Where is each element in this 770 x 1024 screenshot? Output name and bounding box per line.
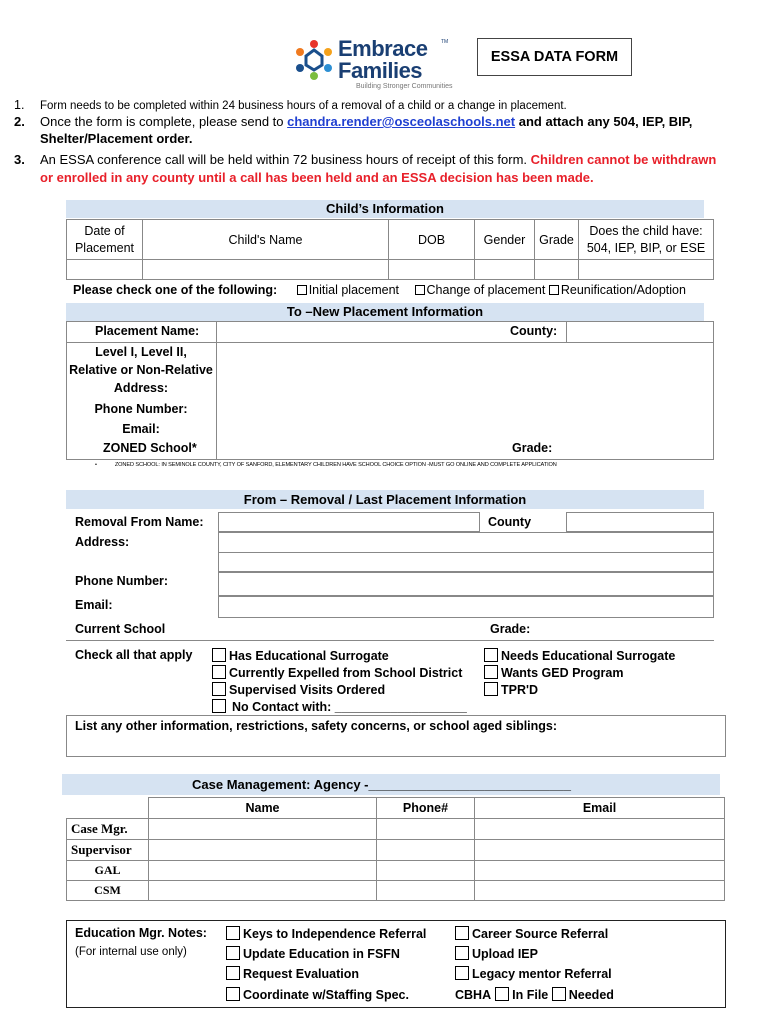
instruction-1	[14, 98, 754, 112]
row-csm: CSM	[67, 881, 149, 901]
needed-label: Needed	[568, 988, 614, 1002]
zoned-school-label: ZONED School*	[103, 441, 197, 455]
case-mgmt-table	[66, 797, 725, 901]
checkbox-icon[interactable]	[297, 285, 307, 295]
supervised-visits-option[interactable]	[212, 682, 385, 697]
removal-email-label: Email:	[75, 598, 113, 612]
new-grade-field[interactable]	[560, 440, 710, 458]
supervisor-email-field[interactable]	[475, 840, 725, 861]
legacy-mentor-label: Legacy mentor Referral	[472, 967, 612, 981]
footnote-bullet: •	[95, 462, 97, 468]
checkbox-icon[interactable]	[484, 665, 498, 679]
col-phone: Phone#	[377, 798, 475, 819]
new-county-label: County:	[510, 324, 558, 338]
checkbox-icon[interactable]	[212, 648, 226, 662]
instruction-3-text: An ESSA conference call will be held within 72 business hours of receipt of this form.	[40, 152, 531, 167]
new-address-label: Address:	[113, 381, 169, 395]
checkbox-icon[interactable]	[455, 926, 469, 940]
has-surrogate-option[interactable]	[212, 648, 389, 663]
legacy-mentor-option[interactable]	[455, 966, 612, 981]
checkbox-icon[interactable]	[484, 682, 498, 696]
change-of-placement-option[interactable]	[415, 283, 546, 297]
new-placement-header: To –New Placement Information	[66, 303, 704, 321]
request-eval-option[interactable]	[226, 966, 359, 981]
expelled-label: Currently Expelled from School District	[229, 666, 463, 680]
gal-email-field[interactable]	[475, 861, 725, 881]
career-source-label: Career Source Referral	[472, 927, 609, 941]
placement-type-label: Please check one of the following:	[73, 283, 278, 297]
no-contact-option[interactable]	[212, 699, 467, 714]
removal-address-label: Address:	[75, 535, 130, 549]
gal-name-field[interactable]	[149, 861, 377, 881]
update-fsfn-label: Update Education in FSFN	[243, 947, 400, 961]
initial-placement-label: Initial placement	[308, 283, 400, 297]
supervisor-name-field[interactable]	[149, 840, 377, 861]
dob-field[interactable]	[389, 260, 475, 280]
placement-name-field[interactable]	[218, 322, 498, 341]
in-file-label: In File	[512, 988, 549, 1002]
checkbox-icon[interactable]	[226, 926, 240, 940]
tprd-option[interactable]	[484, 682, 538, 697]
new-phone-label: Phone Number:	[94, 402, 188, 416]
footnote-text: ZONED SCHOOL: IN SEMINOLE COUNTY, CITY OF SANFORD, ELEMENTARY CHILDREN HAVE SCHOOL CHOICE OPTION -MUST GO ONLINE AND COMPLETE APPLICATION	[114, 462, 557, 468]
col-childs-name: Child's Name	[143, 220, 389, 260]
col-grade: Grade	[535, 220, 579, 260]
case-mgr-name-field[interactable]	[149, 819, 377, 840]
logo-line1: Embrace	[338, 36, 428, 61]
new-phone-field[interactable]	[218, 400, 712, 418]
supervised-visits-label: Supervised Visits Ordered	[229, 683, 386, 697]
row-case-mgr: Case Mgr.	[67, 819, 149, 840]
current-school-label: Current School	[75, 622, 166, 636]
removal-county-label: County	[488, 515, 532, 529]
level-label-2: Relative or Non-Relative	[69, 363, 213, 377]
row-supervisor: Supervisor	[67, 840, 149, 861]
keys-referral-label: Keys to Independence Referral	[243, 927, 427, 941]
csm-email-field[interactable]	[475, 881, 725, 901]
new-county-field[interactable]	[568, 322, 712, 341]
needs-surrogate-label: Needs Educational Surrogate	[501, 649, 676, 663]
case-mgmt-header: Case Management: Agency -____________________________	[62, 774, 720, 795]
date-of-placement-field[interactable]	[67, 260, 143, 280]
request-eval-label: Request Evaluation	[243, 967, 359, 981]
checkbox-icon[interactable]	[549, 285, 559, 295]
removal-header: From – Removal / Last Placement Information	[66, 490, 704, 509]
instruction-3-number: 3.	[14, 152, 25, 167]
col-date-of-placement: Date of Placement	[67, 220, 143, 260]
instruction-1-text: Form needs to be completed within 24 business hours of a removal of a child or a change in placement.	[40, 100, 567, 112]
checkbox-icon[interactable]	[455, 946, 469, 960]
checkbox-icon[interactable]	[212, 665, 226, 679]
removal-name-label: Removal From Name:	[75, 515, 204, 529]
new-address-field[interactable]	[218, 344, 712, 398]
embrace-families-logo-icon	[292, 38, 336, 82]
removal-email-field[interactable]	[218, 596, 714, 618]
checkbox-icon[interactable]	[226, 966, 240, 980]
case-mgr-phone-field[interactable]	[377, 819, 475, 840]
coordinate-staffing-label: Coordinate w/Staffing Spec.	[243, 988, 409, 1002]
csm-name-field[interactable]	[149, 881, 377, 901]
tprd-label: TPR'D	[501, 683, 538, 697]
childs-name-field[interactable]	[143, 260, 389, 280]
col-504-iep: Does the child have: 504, IEP, BIP, or ESE	[579, 220, 714, 260]
expelled-option[interactable]	[212, 665, 462, 680]
checkbox-icon[interactable]	[226, 987, 240, 1001]
update-fsfn-option[interactable]	[226, 946, 400, 961]
checkbox-icon[interactable]	[455, 966, 469, 980]
supervisor-phone-field[interactable]	[377, 840, 475, 861]
checkbox-icon[interactable]	[212, 682, 226, 696]
form-title: ESSA DATA FORM	[477, 38, 632, 76]
logo-tagline: Building Stronger Communities	[356, 83, 453, 90]
no-contact-label: No Contact with: ___________________	[232, 700, 467, 714]
upload-iep-option[interactable]	[455, 946, 538, 961]
checkbox-icon[interactable]	[415, 285, 425, 295]
new-email-label: Email:	[122, 422, 160, 436]
removal-county-field[interactable]	[566, 512, 714, 532]
logo	[292, 36, 462, 94]
reunification-option[interactable]	[549, 283, 686, 297]
upload-iep-label: Upload IEP	[472, 947, 538, 961]
removal-grade-label: Grade:	[490, 622, 531, 636]
col-gender: Gender	[475, 220, 535, 260]
edu-notes-subtitle: (For internal use only)	[75, 946, 187, 958]
ged-program-option[interactable]	[484, 665, 623, 680]
removal-phone-field[interactable]	[218, 572, 714, 596]
instruction-3	[14, 151, 719, 187]
placement-name-label: Placement Name:	[95, 324, 200, 338]
placement-type-row	[73, 283, 753, 297]
instruction-3-warning: Children cannot be withdrawn or enrolled in any county until a call has been held and an ESSA decision has been made.	[40, 152, 717, 185]
contact-email-link[interactable]: chandra.render@osceolaschools.net	[287, 114, 516, 129]
removal-phone-label: Phone Number:	[75, 574, 169, 588]
instruction-2-line2: Shelter/Placement order.	[40, 131, 193, 146]
child-info-header: Child’s Information	[66, 200, 704, 218]
checkbox-icon[interactable]	[212, 699, 226, 713]
ged-program-label: Wants GED Program	[501, 666, 624, 680]
level-label-1: Level I, Level II,	[95, 345, 187, 359]
in-file-checkbox-icon[interactable]	[495, 987, 509, 1001]
edu-notes-title: Education Mgr. Notes:	[75, 926, 207, 940]
needs-surrogate-option[interactable]	[484, 648, 675, 663]
other-info-label: List any other information, restrictions, safety concerns, or school aged siblings:	[75, 719, 558, 733]
checkbox-icon[interactable]	[484, 648, 498, 662]
instruction-2-number: 2.	[14, 114, 25, 129]
other-info-box[interactable]	[66, 715, 726, 757]
coordinate-staffing-option[interactable]	[226, 987, 409, 1002]
checkbox-icon[interactable]	[226, 946, 240, 960]
logo-line2: Families	[338, 58, 423, 83]
new-email-field[interactable]	[218, 420, 712, 438]
child-info-table	[66, 219, 714, 280]
cbha-row	[455, 987, 614, 1002]
504-iep-field[interactable]	[579, 260, 714, 280]
check-all-label: Check all that apply	[75, 648, 193, 662]
needed-checkbox-icon[interactable]	[552, 987, 566, 1001]
case-mgr-email-field[interactable]	[475, 819, 725, 840]
reunification-label: Reunification/Adoption	[560, 283, 686, 297]
grade-field[interactable]	[535, 260, 579, 280]
change-of-placement-label: Change of placement	[426, 283, 546, 297]
keys-referral-option[interactable]	[226, 926, 426, 941]
has-surrogate-label: Has Educational Surrogate	[229, 649, 389, 663]
logo-tm: TM	[441, 39, 449, 45]
csm-phone-field[interactable]	[377, 881, 475, 901]
zoned-footnote	[95, 462, 557, 468]
instruction-2	[14, 114, 754, 129]
zoned-school-field[interactable]	[218, 440, 498, 458]
cbha-label: CBHA	[455, 988, 491, 1002]
career-source-option[interactable]	[455, 926, 608, 941]
instruction-1-number: 1.	[14, 98, 25, 112]
removal-name-field[interactable]	[218, 512, 480, 532]
instruction-2-attach: and attach any 504, IEP, BIP,	[515, 114, 693, 129]
gal-phone-field[interactable]	[377, 861, 475, 881]
row-gal: GAL	[67, 861, 149, 881]
col-email: Email	[475, 798, 725, 819]
new-grade-label: Grade:	[512, 441, 553, 455]
gender-field[interactable]	[475, 260, 535, 280]
col-name: Name	[149, 798, 377, 819]
initial-placement-option[interactable]	[297, 283, 399, 297]
col-dob: DOB	[389, 220, 475, 260]
instruction-2-text: Once the form is complete, please send to	[40, 114, 288, 129]
